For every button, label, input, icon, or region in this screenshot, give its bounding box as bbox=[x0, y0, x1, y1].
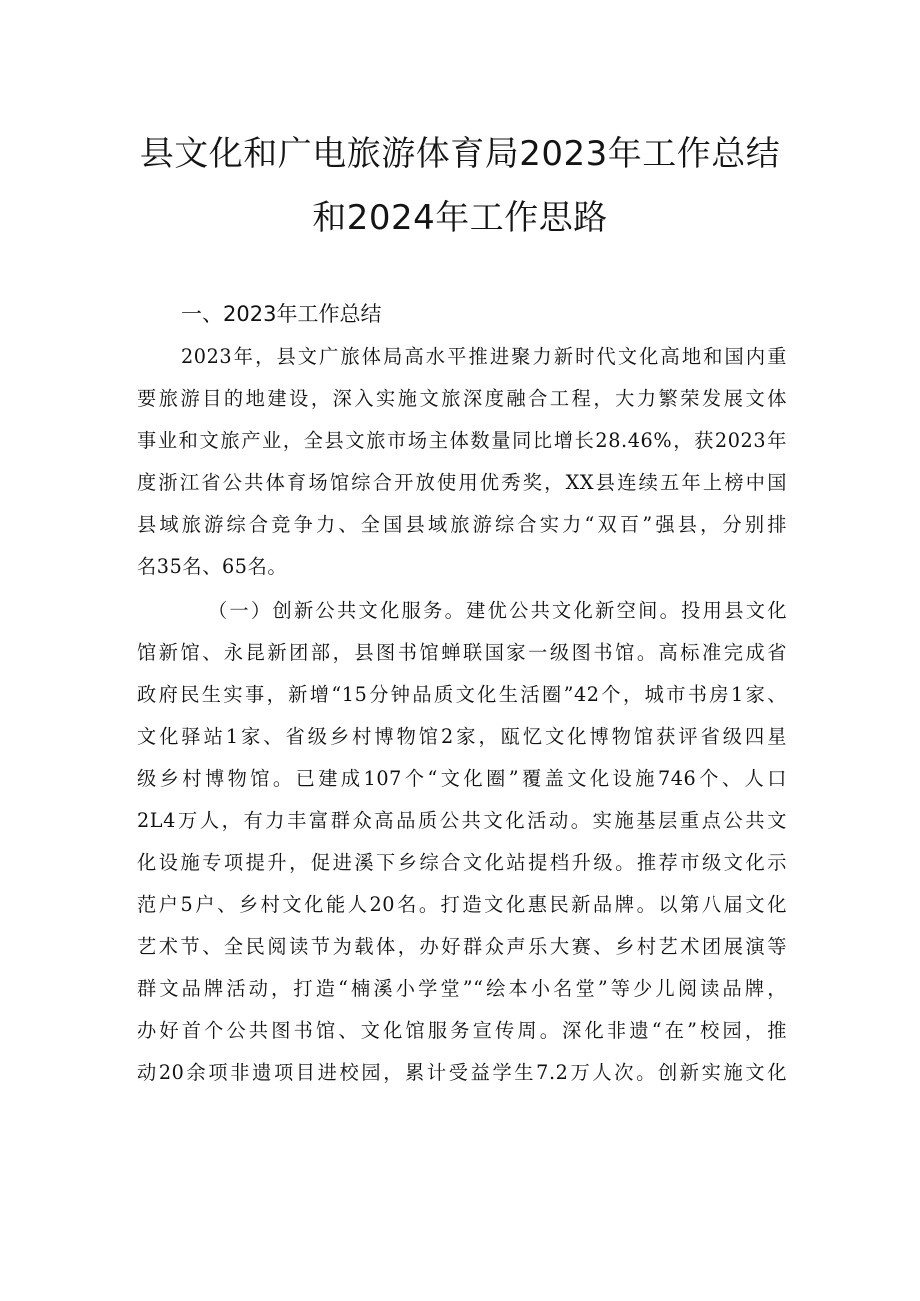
body-line: 化设施专项提升，促进溪下乡综合文化站提档升级。推荐市级文化示 bbox=[137, 851, 787, 874]
body-line: 艺术节、全民阅读节为载体，办好群众声乐大赛、乡村艺术团展演等 bbox=[137, 935, 787, 958]
section-heading: 一、2023年工作总结 bbox=[181, 302, 382, 326]
body-line: 名35名、65名。 bbox=[137, 555, 288, 578]
body-line: 文化驿站1家、省级乡村博物馆2家，瓯忆文化博物馆获评省级四星 bbox=[137, 725, 787, 748]
body-line: 群文品牌活动，打造“楠溪小学堂”“绘本小名堂”等少儿阅读品牌， bbox=[137, 977, 787, 1000]
body-line: 2023年，县文广旅体局高水平推进聚力新时代文化高地和国内重 bbox=[181, 345, 787, 368]
body-line: 要旅游目的地建设，深入实施文旅深度融合工程，大力繁荣发展文体 bbox=[137, 387, 787, 410]
document-title-line-2: 和2024年工作思路 bbox=[312, 198, 608, 238]
body-line: 事业和文旅产业，全县文旅市场主体数量同比增长28.46%，获2023年 bbox=[137, 429, 787, 452]
body-line: （一）创新公共文化服务。建优公共文化新空间。投用县文化 bbox=[208, 599, 787, 622]
body-line: 动20余项非遗项目进校园，累计受益学生7.2万人次。创新实施文化 bbox=[137, 1061, 787, 1084]
body-line: 度浙江省公共体育场馆综合开放使用优秀奖，XX县连续五年上榜中国 bbox=[137, 471, 787, 494]
body-line: 县域旅游综合竞争力、全国县域旅游综合实力“双百”强县，分别排 bbox=[137, 513, 787, 536]
body-line: 政府民生实事，新增“15分钟品质文化生活圈”42个，城市书房1家、 bbox=[137, 683, 787, 706]
body-line: 级乡村博物馆。已建成107个“文化圈”覆盖文化设施746个、人口 bbox=[137, 767, 787, 790]
body-line: 2L4万人，有力丰富群众高品质公共文化活动。实施基层重点公共文 bbox=[137, 809, 787, 832]
body-line: 馆新馆、永昆新团部，县图书馆蝉联国家一级图书馆。高标准完成省 bbox=[137, 641, 787, 664]
document-title-line-1: 县文化和广电旅游体育局2023年工作总结 bbox=[139, 134, 781, 174]
body-line: 办好首个公共图书馆、文化馆服务宣传周。深化非遗“在”校园，推 bbox=[137, 1019, 787, 1042]
body-line: 范户5户、乡村文化能人20名。打造文化惠民新品牌。以第八届文化 bbox=[137, 893, 787, 916]
